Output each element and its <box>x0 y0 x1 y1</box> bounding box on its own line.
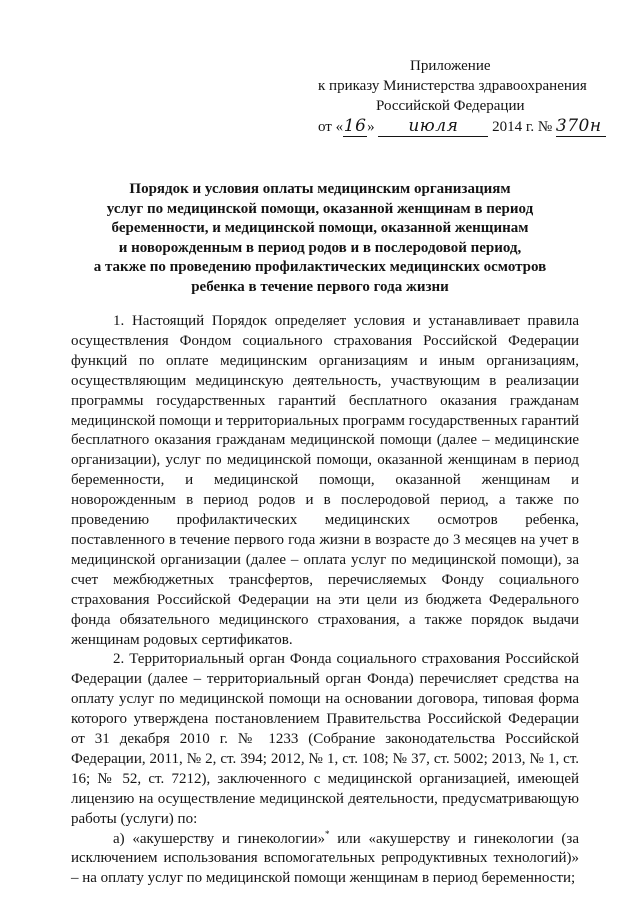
title-line: а также по проведению профилактических медицинских осмотров <box>93 259 547 275</box>
federation-label: Российской Федерации <box>376 98 525 114</box>
document-body <box>71 312 579 889</box>
handwritten-order-number: 370н <box>556 116 606 137</box>
document-title <box>40 180 600 297</box>
title-line: Порядок и условия оплаты медицинским организациям <box>129 181 511 197</box>
paragraph-2: 2. Территориальный орган Фонда социального страхования Российской Федерации (далее – территориальный орган Фонда) перечисляет средства на оплату услуг по медицинской помощи на основании договора, типовая форма которого утверждена постановлением Правительства Российской Федерации от 31 декабря 2010 г. № 1233 (Собрание законодательства Российской Федерации, 2011, № 2, ст. 394; 2012, № 1, ст. 108; № 37, ст. 5002; 2013, № 1, ст. 16; № 52, ст. 7212), заключенного с медицинской организацией, имеющей лицензию на осуществление медицинской деятельности, предусматривающую работы (услуги) по: <box>71 651 579 827</box>
appendix-label: Приложение <box>410 58 491 74</box>
paragraph-3-part-a: а) «акушерству и гинекологии» <box>113 830 326 847</box>
title-line: беременности, и медицинской помощи, оказанной женщинам <box>111 220 529 236</box>
date-prefix: от « <box>318 119 344 135</box>
footnote-marker: * <box>325 828 330 839</box>
order-date-line <box>318 116 618 137</box>
handwritten-day: 16 <box>343 116 367 136</box>
date-separator: » <box>367 119 375 135</box>
title-line: и новорожденным в период родов и в послеродовой период, <box>118 239 522 256</box>
paragraph-3-part-b: или «акушерству и гинекологии (за исключением использования вспомогательных репродуктивных технологий)» – на оплату услуг по медицинской помощи женщинам в период беременности; <box>71 830 579 887</box>
title-line: услуг по медицинской помощи, оказанной женщинам в период <box>106 200 534 217</box>
appendix-header <box>318 56 618 137</box>
order-reference: к приказу Министерства здравоохранения <box>318 78 587 94</box>
date-year: 2014 г. № <box>488 119 556 135</box>
handwritten-month: июля <box>378 116 488 137</box>
title-line: ребенка в течение первого года жизни <box>191 278 449 295</box>
paragraph-1: 1. Настоящий Порядок определяет условия и устанавливает правила осуществления Фондом социального страхования Российской Федерации функций по оплате медицинским организациям и иным организациям, осуществляющим медицинскую деятельность, участвующим в реализации программы государственных гарантий бесплатного оказания гражданам медицинской помощи и территориальных программ государственных гарантий бесплатного оказания гражданам медицинской помощи (далее – медицинские организации), услуг по медицинской помощи, оказанной женщинам в период беременности, и медицинской помощи, оказанной женщинам и новорожденным в период родов и в послеродовой период, а также по проведению профилактических медицинских осмотров ребенка, поставленного в течение первого года жизни в возрасте до 3 месяцев на учет в медицинской организации (далее – оплата услуг по медицинской помощи), за счет межбюджетных трансфертов, перечисляемых Фонду социального страхования Российской Федерации на эти цели из бюджета Федерального фонда обязательного медицинского страхования, а также порядок выдачи женщинам родовых сертификатов. <box>71 313 579 648</box>
paragraph-3 <box>71 830 579 890</box>
